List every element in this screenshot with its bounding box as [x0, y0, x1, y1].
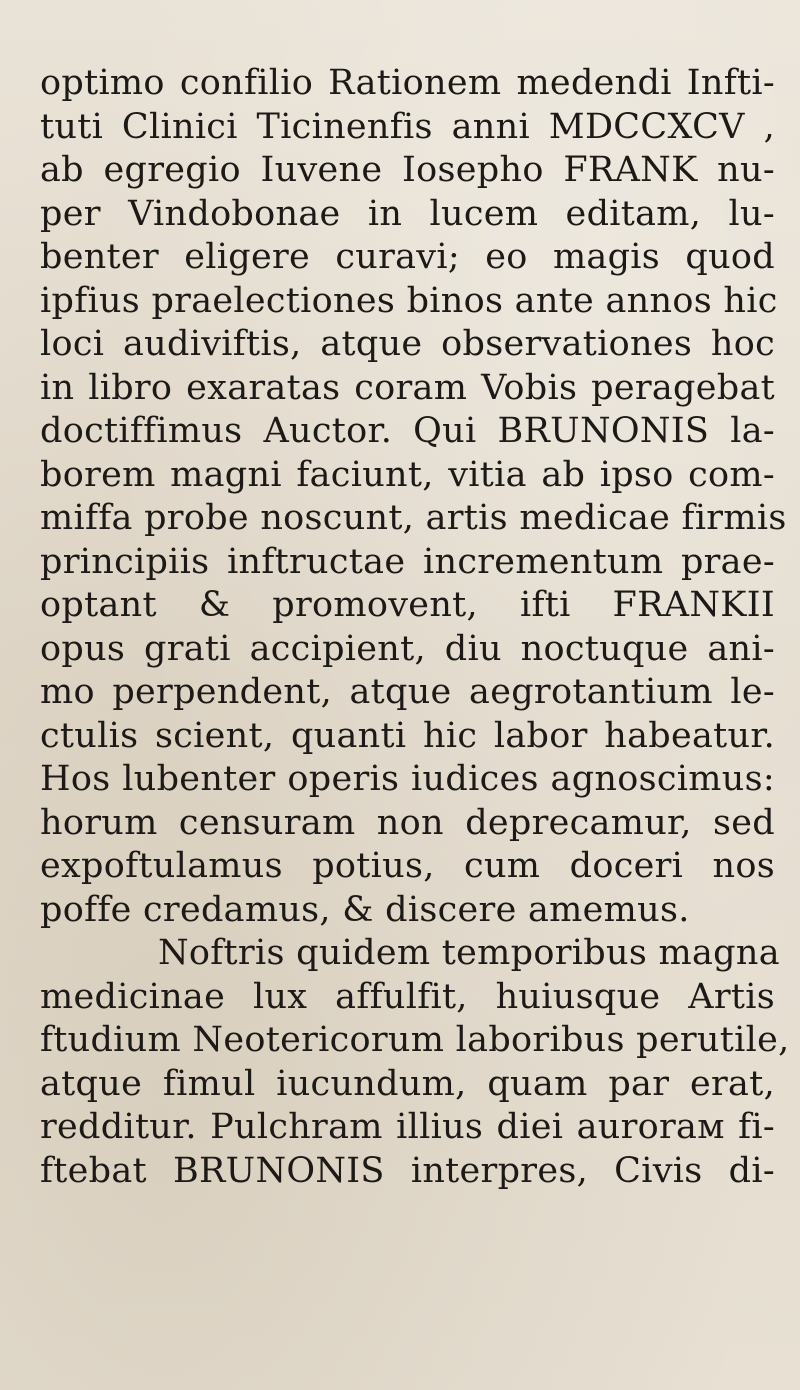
body-text	[40, 62, 790, 1193]
text-line: ftudium Neotericorum laboribus perutile,	[40, 1020, 790, 1060]
text-line: Hos lubenter operis iudices agnoscimus:	[40, 759, 775, 799]
text-line: ipfius praelectiones binos ante annos hic	[40, 280, 778, 321]
text-line: medicinae lux affulfit, huiusque Artis	[40, 976, 775, 1017]
text-line: per Vindobonae in lucem editam, lu-	[40, 193, 775, 234]
text-line: mo perpendent, atque aegrotantium le-	[40, 672, 775, 712]
text-line: benter eligere curavi; eo magis quod	[40, 237, 775, 277]
text-line: expoftulamus potius, cum doceri nos	[40, 846, 775, 886]
text-line: principiis inftructae incrementum prae-	[40, 541, 775, 582]
paragraph-start-line: Noftris quidem temporibus magna	[158, 933, 780, 973]
text-line: redditur. Pulchram illius diei aurorам fi-	[40, 1107, 775, 1147]
text-line: optant & promovent, ifti FRANKII	[40, 585, 775, 625]
text-line: borem magni faciunt, vitia ab ipso com-	[40, 454, 775, 495]
text-line: ctulis scient, quanti hic labor habeatur.	[40, 715, 775, 756]
text-line: ftebat BRUNONIS interpres, Civis di-	[40, 1150, 775, 1191]
text-line: loci audiviftis, atque observationes hoc	[40, 324, 775, 364]
text-line: atque fimul iucundum, quam par erat,	[40, 1063, 775, 1104]
text-line: doctiffimus Auctor. Qui BRUNONIS la-	[40, 411, 775, 451]
text-line: miffa probe noscunt, artis medicae firmis	[40, 498, 787, 538]
text-line: tuti Clinici Ticinenfis anni MDCCXCV ,	[40, 106, 775, 147]
text-line: in libro exaratas coram Vobis peragebat	[40, 367, 775, 408]
text-line: opus grati accipient, diu noctuque ani-	[40, 628, 775, 669]
text-line: poffe credamus, & discere amemus.	[40, 889, 690, 930]
text-line: horum censuram non deprecamur, sed	[40, 802, 775, 843]
text-line: ab egregio Iuvene Iosepho FRANK nu-	[40, 150, 775, 190]
text-line: optimo confilio Rationem medendi Infti-	[40, 63, 775, 103]
